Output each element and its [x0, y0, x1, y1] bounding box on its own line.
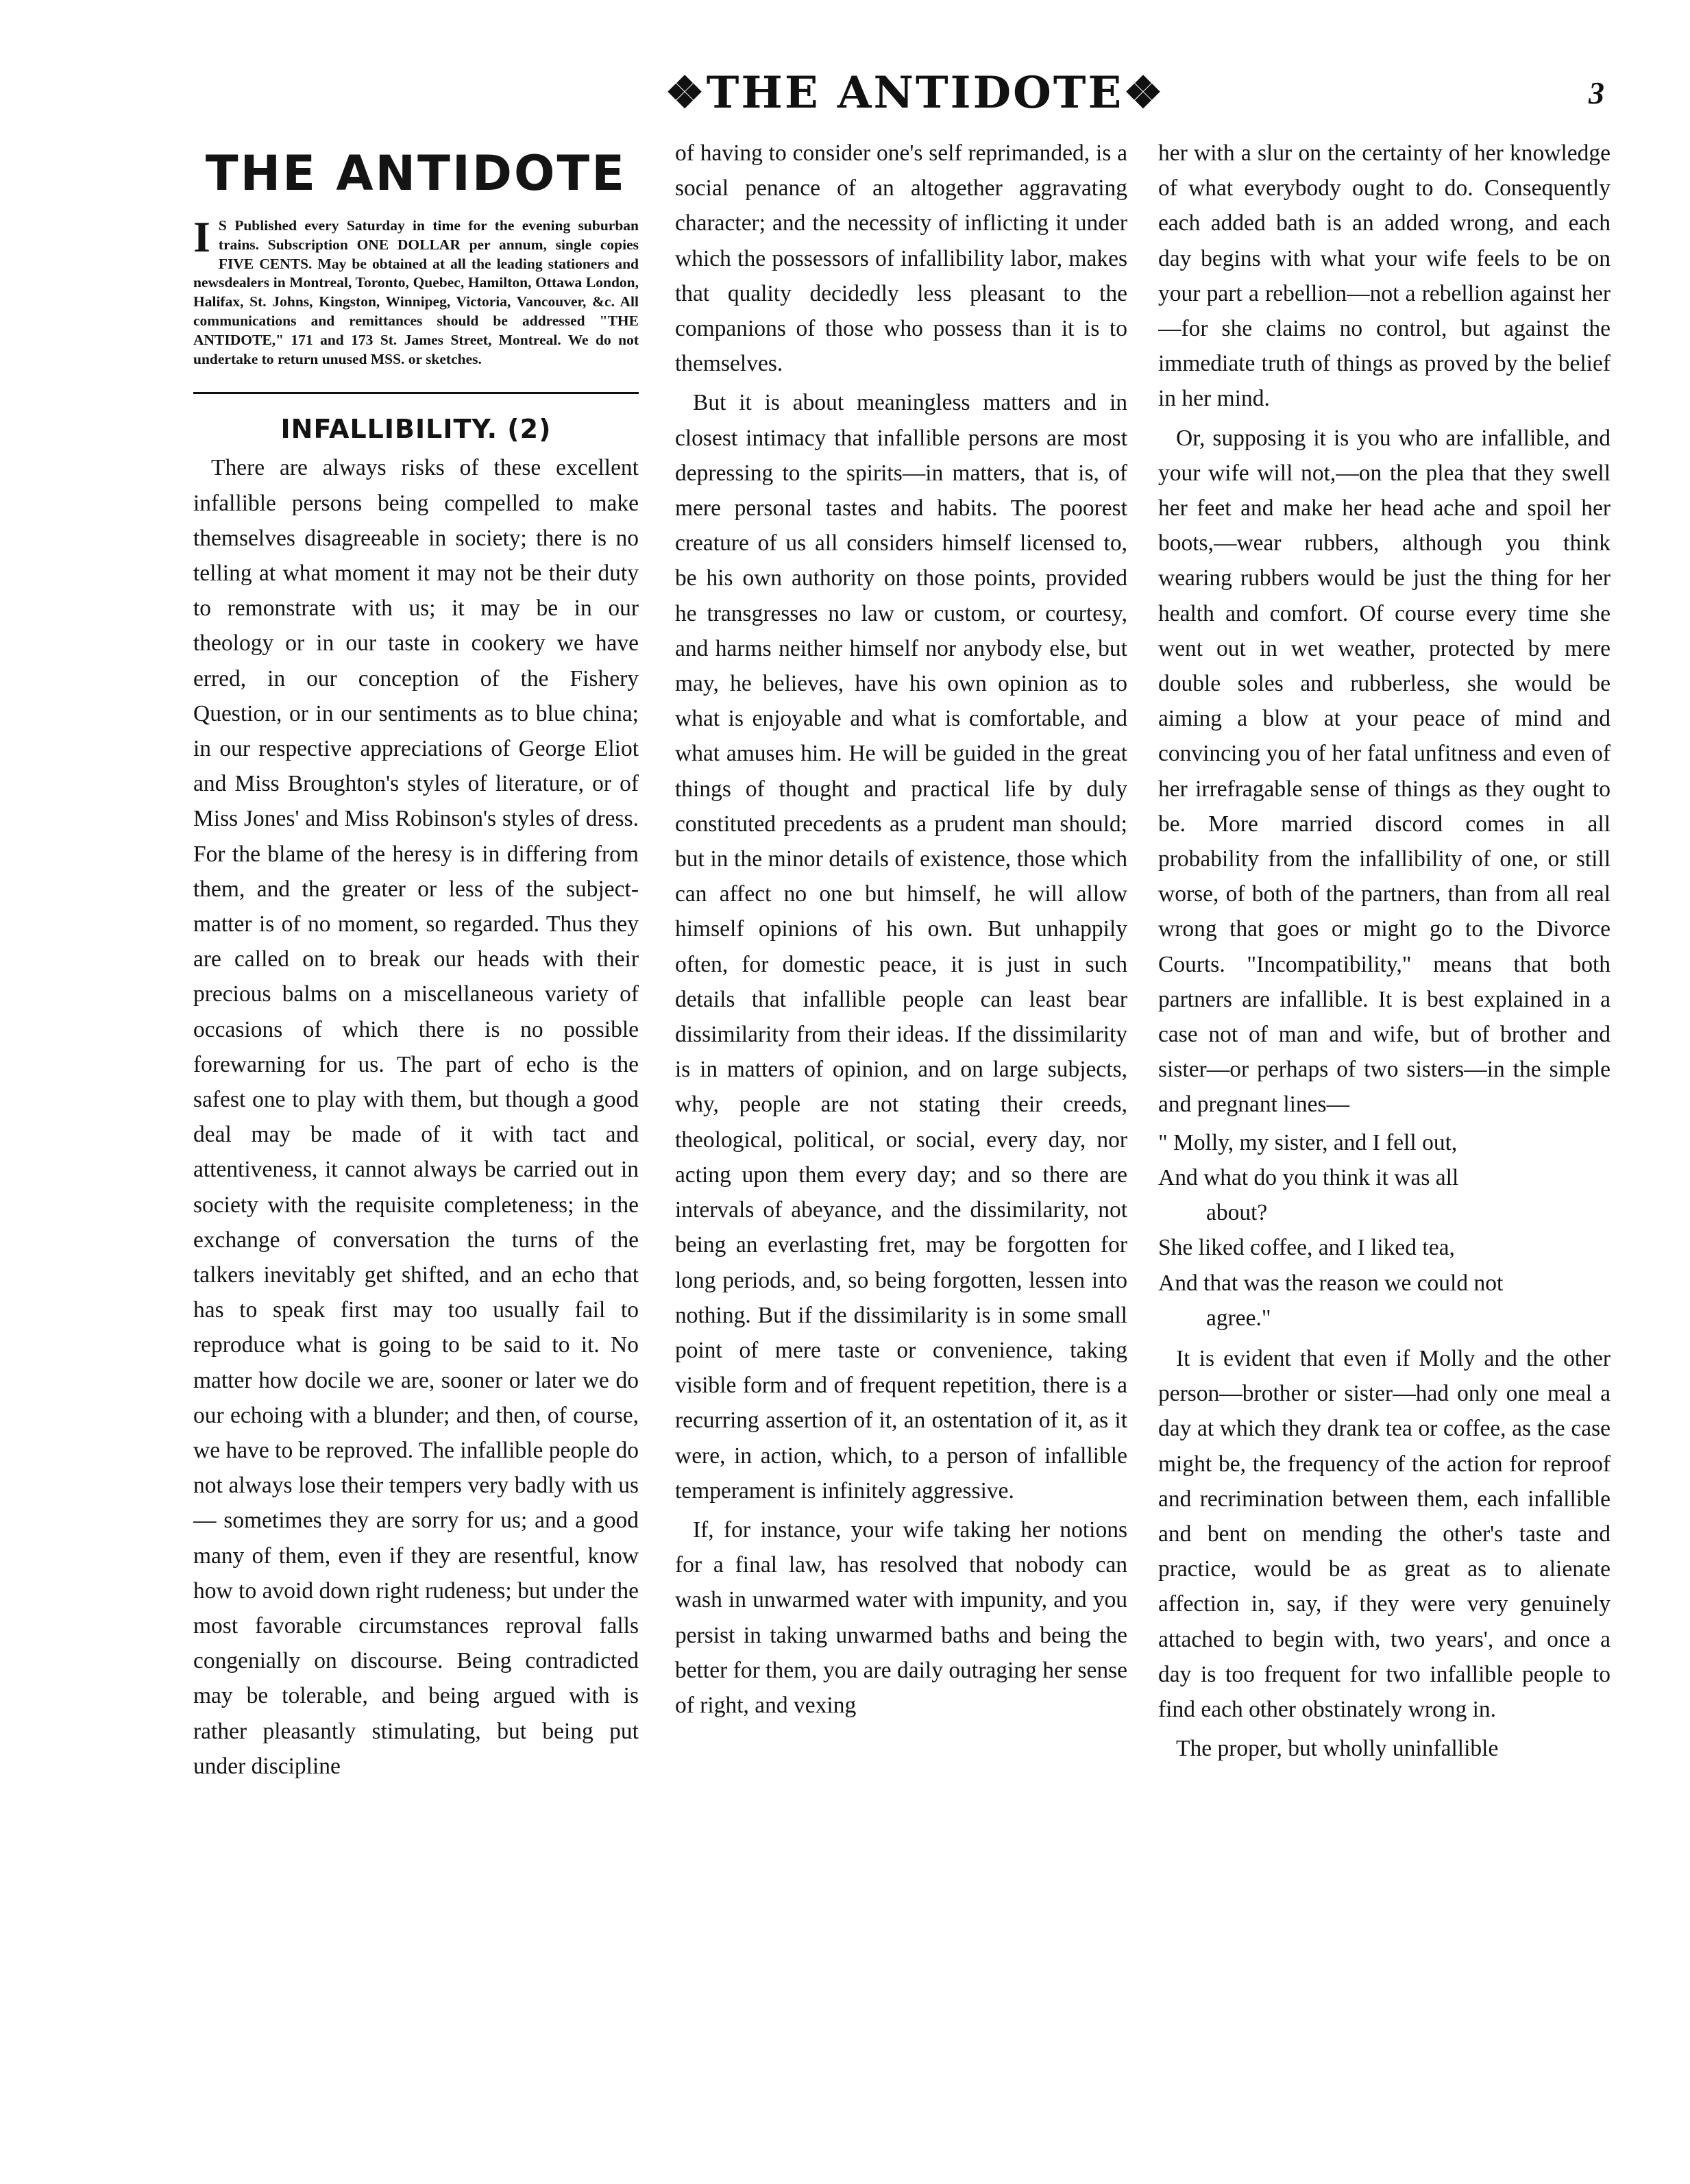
- verse-line: She liked coffee, and I liked tea,: [1158, 1235, 1455, 1261]
- paragraph: of having to consider one's self reprimanded, is a social penance of an altogether aggravating character; and the necessity of inflicting it under which the possessors of infallibility labor, makes that quality decidedly less pleasant to the companions of those who possess than it is to themselves.: [675, 140, 1127, 377]
- paragraph: The proper, but wholly uninfallible: [1176, 1736, 1499, 1762]
- running-head: [0, 59, 1690, 127]
- page-number: 3: [1589, 75, 1604, 110]
- verse-line: " Molly, my sister, and I fell out,: [1158, 1129, 1458, 1155]
- article-title: INFALLIBILITY. (2): [280, 414, 552, 445]
- paragraph: It is evident that even if Molly and the other person—brother or sister—had only one meal a day at which they drank tea or coffee, as the case might be, the frequency of the action for reproof and recrimination between them, each infallible and bent on mending the other's taste and practice, would be as great as to alienate affection in, say, if they were very genuinely attached to begin with, two years', and once a day is too frequent for two infallible people to find each other obstinately wrong in.: [1158, 1345, 1611, 1722]
- running-title: ❖THE ANTIDOTE❖: [665, 67, 1165, 119]
- verse-line: And that was the reason we could not: [1158, 1270, 1504, 1296]
- column-3: [1158, 136, 1611, 2164]
- paragraph: There are always risks of these excellent infallible persons being compelled to make themselves disagreeable in society; there is no telling at what moment it may not be their duty to remonstrate with us; it may be in our theology or in our taste in cookery we have erred, in our conception of the Fishery Question, or in our sentiments as to blue china; in our respective appreciations of George Eliot and Miss Broughton's styles of literature, or of Miss Jones' and Miss Robinson's styles of dress. For the blame of the heresy is in differing from them, and the greater or less of the subject-matter is of no moment, so regarded. Thus they are called on to break our heads with their precious balms on a miscellaneous variety of occasions of which there is no possible forewarning for us. The part of echo is the safest one to play with them, but though a good deal may be made of it with tact and attentiveness, it cannot always be carried out in society with the requisite completeness; in the exchange of conversation the turns of the talkers inevitably get shifted, and an echo that has to speak first may too usually fail to reproduce what is going to be said to it. No matter how docile we are, sooner or later we do our echoing with a blunder; and then, of course, we have to be reproved. The infallible people do not always lose their tempers very badly with us — sometimes they are sorry for us; and a good many of them, even if they are resentful, know how to avoid down right rudeness; but under the most favorable circumstances reproval falls congenially on discourse. Being contradicted may be tolerable, and being argued with is rather pleasantly stimulating, but being put under discipline: [193, 455, 639, 1779]
- paragraph: If, for instance, your wife taking her notions for a final law, has resolved that nobody can wash in unwarmed water with impunity, and you persist in taking unwarmed baths and being the better for them, you are daily outraging her sense of right, and vexing: [675, 1517, 1127, 1718]
- publication-notice: [193, 212, 639, 369]
- verse-line: And what do you think it was all: [1158, 1164, 1459, 1190]
- paragraph: her with a slur on the certainty of her knowledge of what everybody ought to do. Consequently each added bath is an added wrong, and each day begins with what your wife feels to be on your part a rebellion—not a rebellion against her—for she claims no control, but against the immediate truth of things as proved by the belief in her mind.: [1158, 140, 1611, 412]
- divider-rule: [193, 392, 639, 394]
- column-1: [193, 136, 639, 2164]
- paragraph: But it is about meaningless matters and in closest intimacy that infallible persons are most depressing to the spirits—in matters, that is, of mere personal tastes and habits. The poorest creature of us all considers himself licensed to, be his own authority on those points, provided he transgresses no law or custom, or courtesy, and harms neither himself nor anybody else, but may, he believes, have his own opinion as to what is enjoyable and what is comfortable, and what amuses him. He will be guided in the great things of thought and practical life by duly constituted precedents as a prudent man should; but in the minor details of existence, those which can affect no one but himself, he will allow himself opinions of his own. But unhappily often, for domestic peace, it is just in such details that infallible people can least bear dissimilarity from their ideas. If the dissimilarity is in matters of opinion, and on large subjects, why, people are not stating their creeds, theological, political, or social, every day, nor acting upon them every day; and so there are intervals of abeyance, and the dissimilarity, not being an everlasting fret, may be forgotten for long periods, and, so being forgotten, lessen into nothing. But if the dissimilarity is in some small point of mere taste or convenience, taking visible form and of frequent repetition, there is a recurring assertion of it, an ostentation of it, as it were, in action, which, to a person of infallible temperament is infinitely aggressive.: [675, 390, 1127, 1504]
- paragraph: Or, supposing it is you who are infallible, and your wife will not,—on the plea that they swell her feet and make her head ache and spoil her boots,—wear rubbers, although you think wearing rubbers would be just the thing for her health and comfort. Of course every time she went out in wet weather, protected by mere double soles and rubberless, she would be aiming a blow at your peace of mind and convincing you of her fatal unfitness and even of her irrefragable sense of things as they ought to be. More married discord comes in all probability from the infallibility of one, or still worse, of both of the partners, than from all real wrong that goes or might go to the Divorce Courts. "Incompatibility," means that both partners are infallible. It is best explained in a case not of man and wife, but of brother and sister—or perhaps of two sisters—in the simple and pregnant lines—: [1158, 425, 1611, 1118]
- verse-line: agree.": [1206, 1305, 1271, 1331]
- nameplate: THE ANTIDOTE: [205, 145, 627, 201]
- column-2: [675, 136, 1127, 2164]
- notice-text: S Published every Saturday in time for the evening suburban trains. Subscription ONE DOLLAR per annum, single copies FIVE CENTS. May be obtained at all the leading stationers and newsdealers in Montreal, Toronto, Quebec, Hamilton, Ottawa London, Halifax, St. Johns, Kingston, Winnipeg, Victoria, Vancouver, &c. All communications and remittances should be addressed "THE ANTIDOTE," 171 and 173 St. James Street, Montreal. We do not undertake to return unused MSS. or sketches.: [193, 217, 639, 367]
- verse-line: about?: [1206, 1200, 1268, 1226]
- verse-quotation: [1158, 1125, 1611, 1336]
- drop-cap: I: [193, 212, 210, 261]
